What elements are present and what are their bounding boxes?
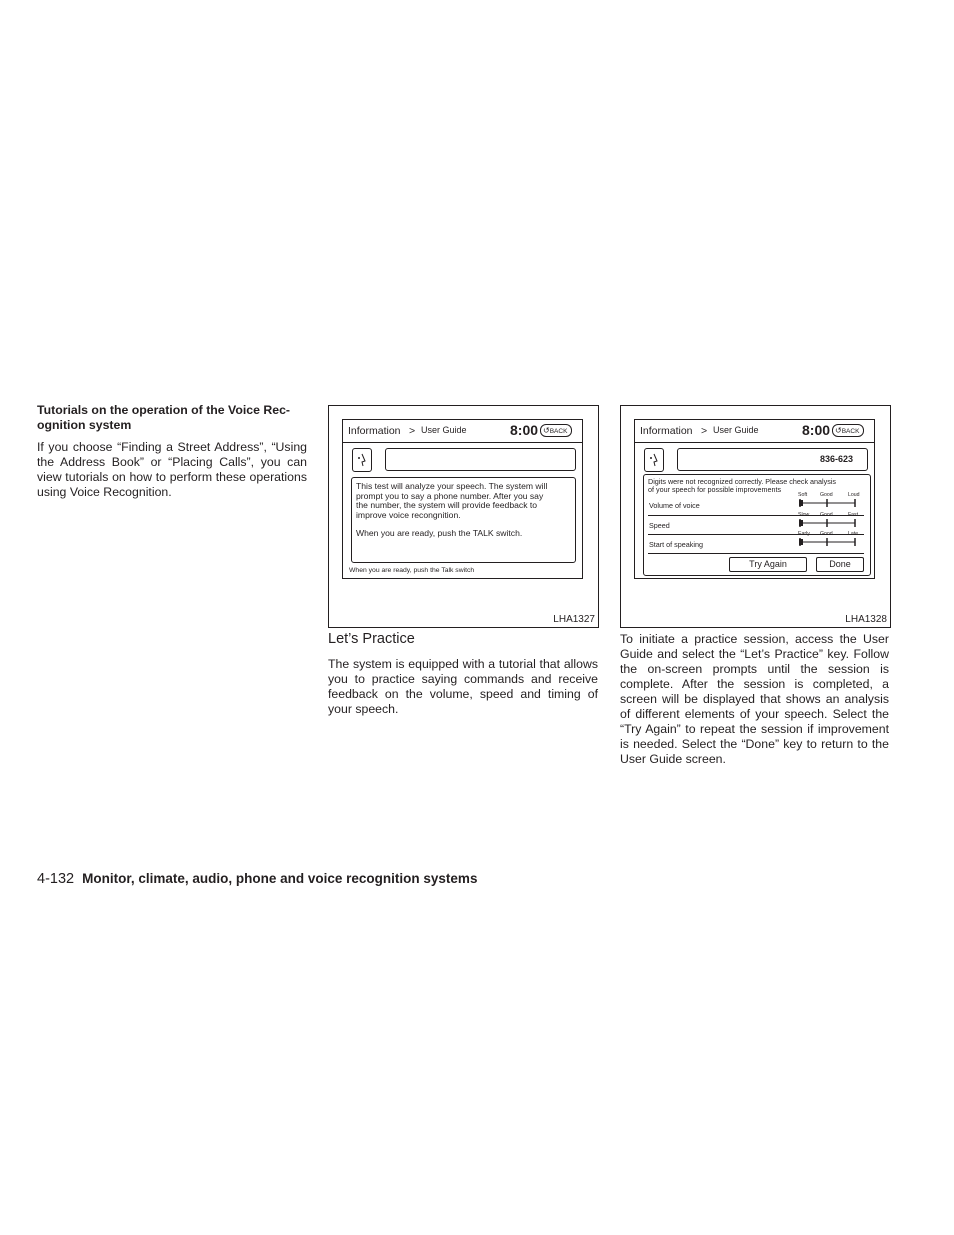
header-subtitle: User Guide bbox=[713, 425, 759, 435]
scale-label-fast: Fast bbox=[848, 512, 859, 518]
row-divider bbox=[648, 553, 864, 554]
start-scale-bar bbox=[798, 537, 860, 547]
header-separator: > bbox=[409, 425, 416, 437]
voice-input-field bbox=[385, 448, 576, 471]
clock-time: 8:00 bbox=[510, 422, 539, 438]
voice-face-icon bbox=[352, 448, 372, 472]
intro-paragraph: If you choose “Finding a Street Address”, “Using the Address Book” or “Placing Calls”, you can view tutorials on how to perform these operations using Voice Recognition. bbox=[37, 440, 307, 499]
practice-session-paragraph: To initiate a practice session, access the User Guide and select the “Let’s Practice” key. Follow the on-screen prompts until the session is complete. After the session is completed, a screen will be displayed that shows an analysis of different elements of your speech. Select the “Try Again” to repeat the session if improvement is needed. Select the “Done” key to return to the User Guide screen. bbox=[620, 632, 889, 766]
instruction-line3: the number, the system will provide feedback to bbox=[356, 500, 538, 510]
analysis-screen bbox=[634, 419, 875, 579]
screen-header bbox=[343, 420, 582, 443]
tutorial-screen bbox=[342, 419, 583, 579]
instruction-line2: prompt you to say a phone number. After you say bbox=[356, 490, 544, 501]
screen-header bbox=[635, 420, 874, 443]
header-title: Information bbox=[640, 425, 693, 437]
speed-scale bbox=[798, 512, 860, 530]
scale-label-good: Good bbox=[820, 492, 833, 498]
voice-face-icon bbox=[644, 448, 664, 472]
lets-practice-heading: Let’s Practice bbox=[328, 631, 415, 647]
row-label-start: Start of speaking bbox=[649, 540, 703, 549]
analysis-box bbox=[643, 474, 871, 576]
scale-label-slow: Slow bbox=[798, 512, 810, 518]
header-subtitle: User Guide bbox=[421, 425, 467, 435]
instruction-line4: improve voice recongnition. bbox=[356, 509, 461, 520]
back-button[interactable] bbox=[832, 424, 864, 437]
instruction-box bbox=[351, 477, 576, 563]
clock-time: 8:00 bbox=[802, 422, 831, 438]
start-scale bbox=[798, 531, 860, 549]
speed-scale-bar bbox=[798, 518, 860, 528]
scale-label-good: Good bbox=[820, 512, 833, 518]
instruction-line1: This test will analyze your speech. The system will bbox=[356, 481, 548, 491]
scale-label-early: Early bbox=[798, 531, 810, 537]
row-label-speed: Speed bbox=[649, 521, 670, 530]
analysis-message-line2: of your speech for possible improvements bbox=[648, 485, 782, 494]
back-arrow-icon: ↺ bbox=[543, 426, 550, 435]
volume-scale-bar bbox=[798, 498, 860, 508]
row-label-volume: Volume of voice bbox=[649, 501, 700, 510]
instruction-text bbox=[356, 482, 574, 539]
figure-code: LHA1328 bbox=[845, 614, 887, 625]
back-arrow-icon: ↺ bbox=[835, 426, 842, 435]
header-separator: > bbox=[701, 425, 708, 437]
footer-section-title: Monitor, climate, audio, phone and voice recognition systems bbox=[82, 871, 478, 886]
scale-label-late: Late bbox=[848, 531, 859, 537]
page-number: 4-132 bbox=[37, 871, 75, 887]
instruction-line5: When you are ready, push the TALK switch. bbox=[356, 528, 523, 538]
recognized-number: 836-623 bbox=[819, 454, 853, 464]
scale-label-loud: Loud bbox=[848, 492, 860, 498]
back-label: BACK bbox=[841, 428, 860, 435]
figure-lha1328 bbox=[620, 405, 891, 628]
done-button[interactable]: Done bbox=[816, 557, 864, 572]
screen-footer-text: When you are ready, push the Talk switch bbox=[349, 567, 475, 574]
page-footer bbox=[37, 871, 477, 887]
try-again-button[interactable]: Try Again bbox=[729, 557, 807, 572]
lets-practice-paragraph: The system is equipped with a tutorial that allows you to practice saying commands and receive feedback on the volume, speed and timing of your speech. bbox=[328, 657, 598, 716]
volume-scale bbox=[798, 492, 860, 510]
back-button[interactable] bbox=[540, 424, 572, 437]
analysis-message-line1: Digits were not recognized correctly. Please check analysis bbox=[648, 477, 837, 486]
scale-label-good: Good bbox=[820, 531, 833, 537]
section-heading bbox=[37, 403, 307, 433]
figure-code: LHA1327 bbox=[553, 614, 595, 625]
figure-lha1327 bbox=[328, 405, 599, 628]
header-title: Information bbox=[348, 425, 401, 437]
section-heading-line1: Tutorials on the operation of the Voice Rec- bbox=[37, 403, 291, 417]
section-heading-line2: ognition system bbox=[37, 418, 132, 432]
scale-label-soft: Soft bbox=[798, 492, 808, 498]
back-label: BACK bbox=[549, 428, 568, 435]
recognized-number-field bbox=[677, 448, 868, 471]
